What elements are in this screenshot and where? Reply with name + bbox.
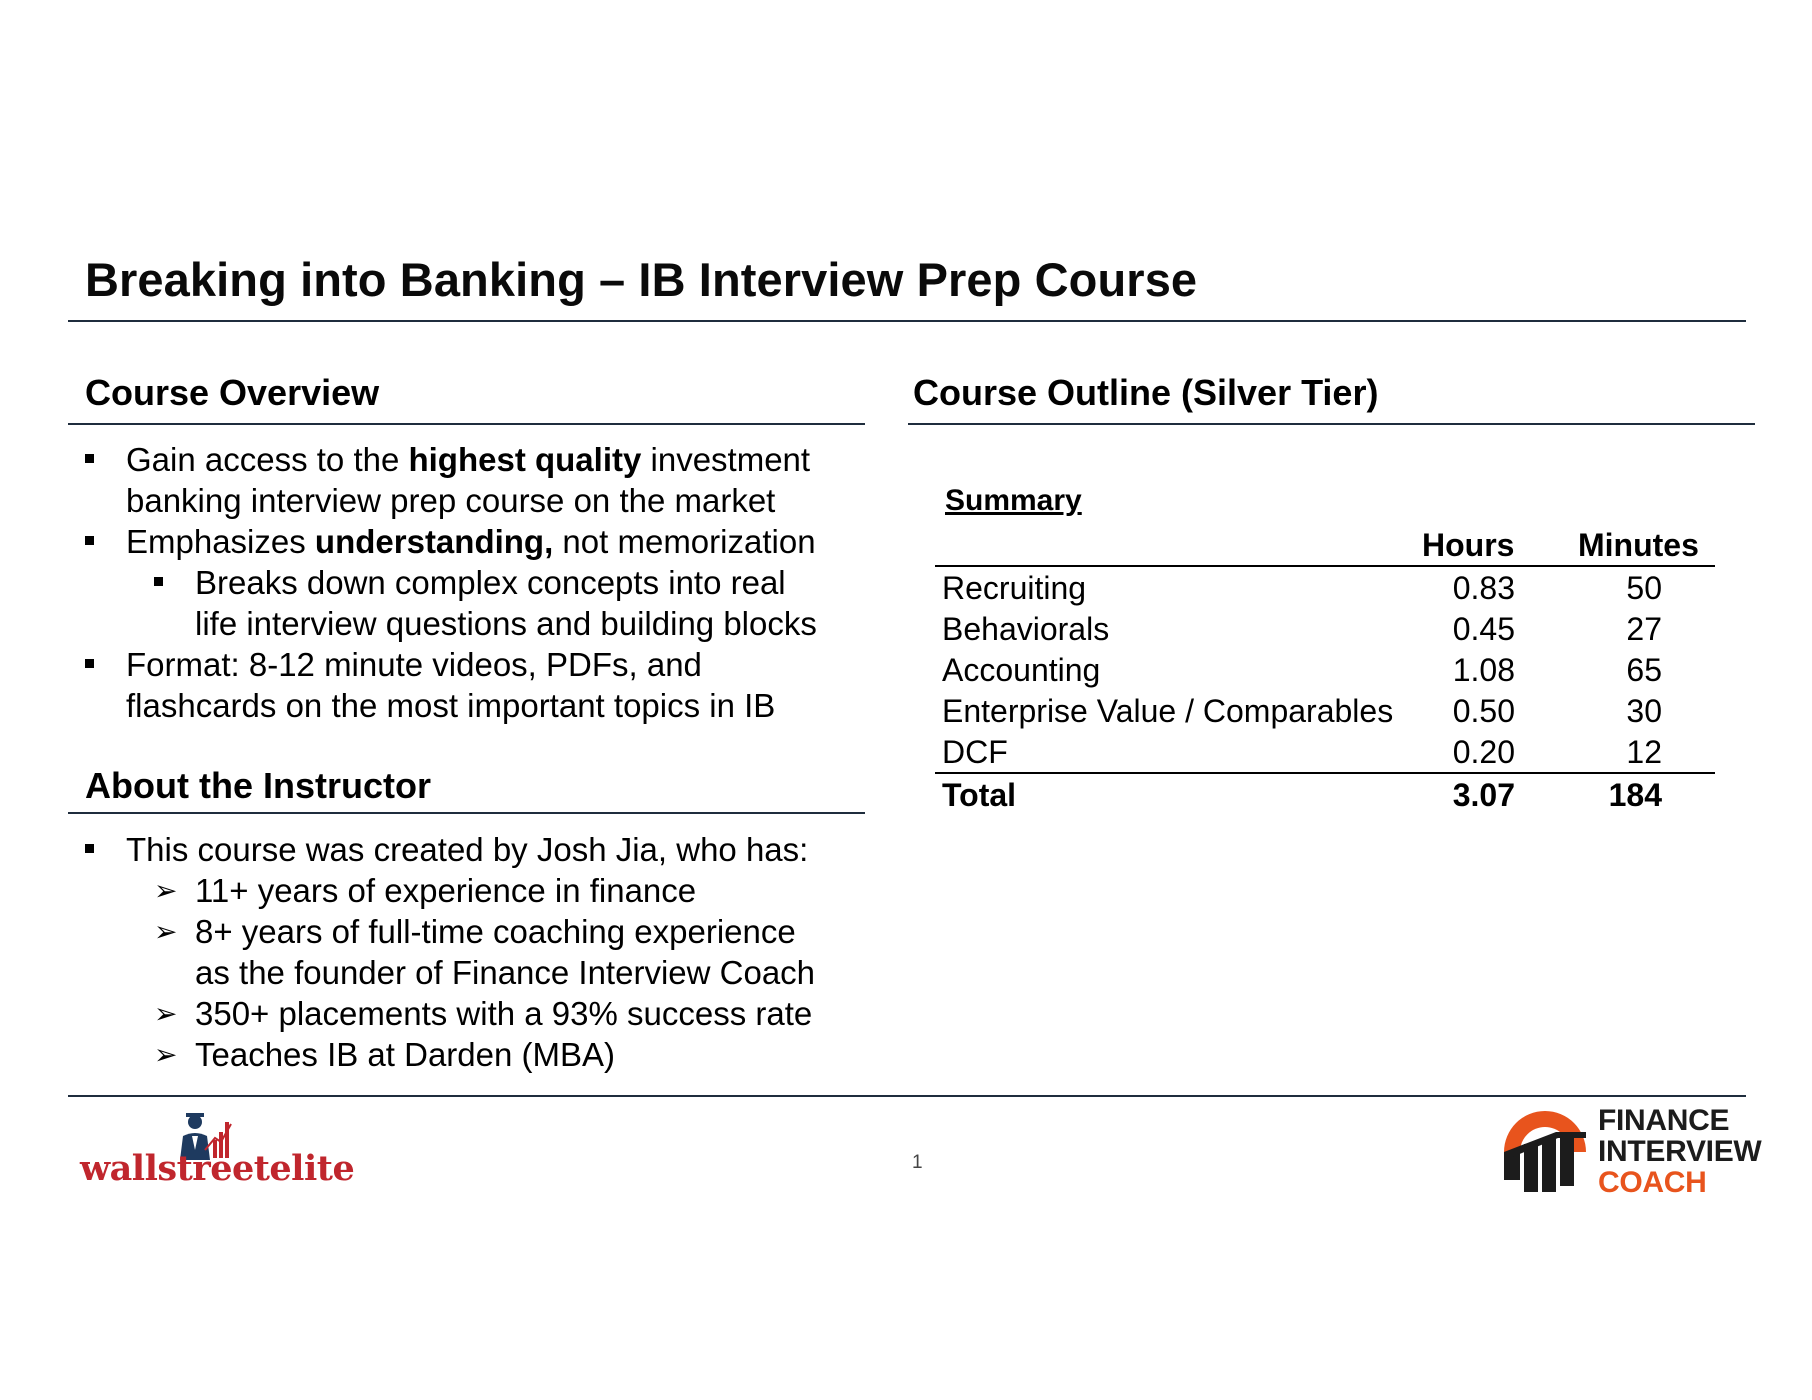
list-item: ➢ 350+ placements with a 93% success rate [154,995,813,1032]
list-item: Breaks down complex concepts into real life interview questions and building blocks [154,562,875,644]
finance-interview-coach-logo-icon [1500,1108,1590,1196]
column-header-hours: Hours [1422,527,1515,563]
course-outline-heading: Course Outline (Silver Tier) [913,372,1379,413]
list-item: Gain access to the highest quality investment banking interview prep course on the market [85,439,875,521]
page-number: 1 [912,1152,923,1173]
course-overview-list [85,439,875,726]
bullet-square-icon [154,577,163,586]
footer-rule [68,1095,1746,1097]
bullet-square-icon [85,659,94,668]
bullet-square-icon [85,536,94,545]
page-title: Breaking into Banking – IB Interview Prep Course [85,253,1198,306]
bullet-square-icon [85,844,94,853]
list-item: ➢ 8+ years of full-time coaching experience as the founder of Finance Interview Coach [154,913,816,991]
column-header-minutes: Minutes [1578,527,1699,563]
instructor-heading: About the Instructor [85,765,431,806]
list-item: Emphasizes understanding, not memorization [85,521,875,562]
list-item: Format: 8-12 minute videos, PDFs, and flashcards on the most important topics in IB [85,644,875,726]
course-overview-rule [68,423,865,425]
arrow-bullet-icon: ➢ [154,875,178,906]
finance-interview-coach-wordmark: FINANCE INTERVIEW COACH [1598,1104,1762,1199]
instructor-list [85,829,875,1075]
arrow-bullet-icon: ➢ [154,1039,178,1070]
list-item: ➢ Teaches IB at Darden (MBA) [154,1036,616,1073]
list-item: This course was created by Josh Jia, who has: [85,829,875,870]
course-outline-rule [908,423,1755,425]
course-overview-heading: Course Overview [85,372,380,413]
list-item: ➢ 11+ years of experience in finance [154,872,697,909]
arrow-bullet-icon: ➢ [154,916,178,947]
summary-label: Summary [945,484,1082,517]
bullet-square-icon [85,454,94,463]
title-rule [68,320,1746,322]
arrow-bullet-icon: ➢ [154,998,178,1029]
wallstreetelite-wordmark: wallstreetelite [80,1148,355,1189]
table-total-rule [935,772,1715,774]
instructor-rule [68,812,865,814]
table-header-rule [935,565,1715,567]
